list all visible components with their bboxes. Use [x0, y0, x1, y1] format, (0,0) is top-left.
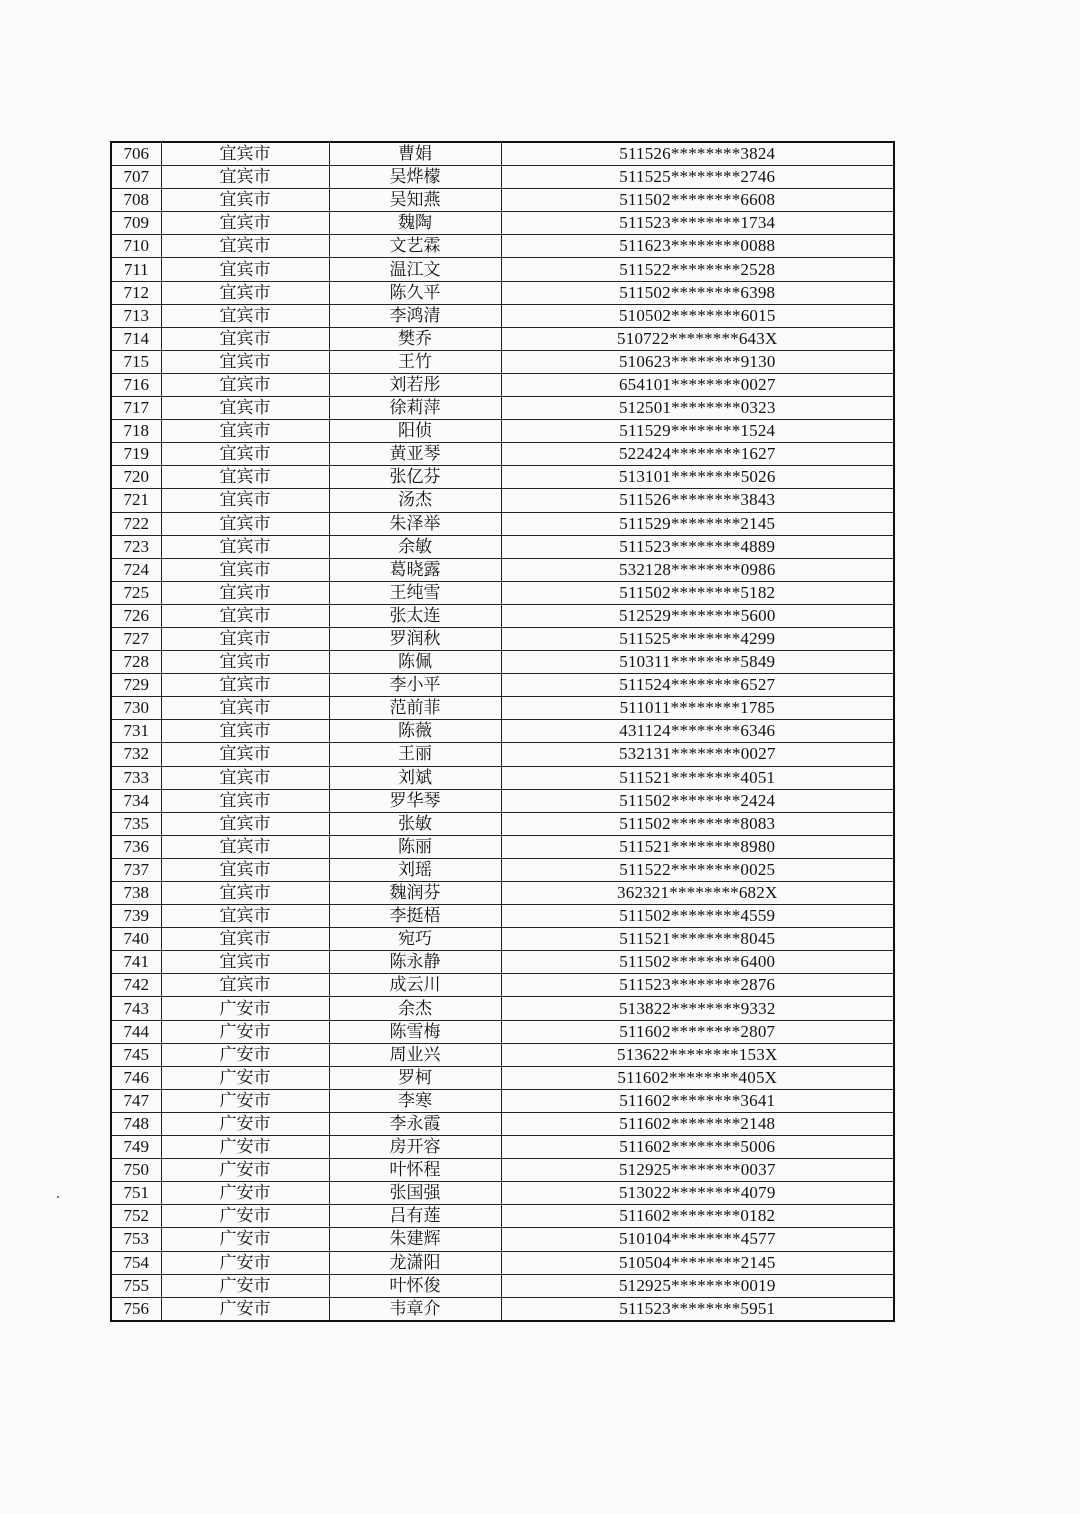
row-id-number: 362321********682X [501, 882, 894, 905]
table-row [111, 258, 894, 281]
row-name: 张国强 [329, 1182, 501, 1205]
table-row [111, 882, 894, 905]
row-id-number: 510104********4577 [501, 1228, 894, 1251]
roster-table-body [111, 142, 894, 1321]
table-row [111, 466, 894, 489]
row-id-number: 510504********2145 [501, 1251, 894, 1274]
row-city: 宜宾市 [161, 443, 329, 466]
row-number: 711 [111, 258, 161, 281]
row-id-number: 511602********3641 [501, 1089, 894, 1112]
row-number: 749 [111, 1136, 161, 1159]
row-city: 广安市 [161, 1136, 329, 1159]
row-number: 744 [111, 1020, 161, 1043]
table-row [111, 720, 894, 743]
row-name: 刘瑶 [329, 858, 501, 881]
row-name: 魏润芬 [329, 882, 501, 905]
row-name: 张敏 [329, 812, 501, 835]
table-row [111, 1112, 894, 1135]
row-number: 740 [111, 928, 161, 951]
row-id-number: 512501********0323 [501, 397, 894, 420]
row-city: 宜宾市 [161, 882, 329, 905]
row-name: 曹娟 [329, 142, 501, 166]
row-id-number: 511525********4299 [501, 627, 894, 650]
row-number: 734 [111, 789, 161, 812]
row-id-number: 511602********2148 [501, 1112, 894, 1135]
row-city: 宜宾市 [161, 142, 329, 166]
table-row [111, 512, 894, 535]
row-city: 广安市 [161, 1020, 329, 1043]
row-city: 宜宾市 [161, 789, 329, 812]
row-number: 713 [111, 304, 161, 327]
row-id-number: 511529********2145 [501, 512, 894, 535]
row-number: 729 [111, 674, 161, 697]
row-name: 陈雪梅 [329, 1020, 501, 1043]
roster-table [110, 141, 895, 1322]
row-id-number: 511526********3843 [501, 489, 894, 512]
row-id-number: 532128********0986 [501, 558, 894, 581]
row-number: 708 [111, 189, 161, 212]
row-city: 宜宾市 [161, 489, 329, 512]
row-number: 752 [111, 1205, 161, 1228]
row-city: 广安市 [161, 1274, 329, 1297]
row-id-number: 511526********3824 [501, 142, 894, 166]
row-number: 730 [111, 697, 161, 720]
row-id-number: 511521********4051 [501, 766, 894, 789]
row-number: 743 [111, 997, 161, 1020]
row-city: 宜宾市 [161, 373, 329, 396]
row-id-number: 513022********4079 [501, 1182, 894, 1205]
table-row [111, 212, 894, 235]
row-name: 王丽 [329, 743, 501, 766]
row-name: 葛晓露 [329, 558, 501, 581]
table-row [111, 766, 894, 789]
table-row [111, 812, 894, 835]
row-city: 宜宾市 [161, 466, 329, 489]
row-name: 魏陶 [329, 212, 501, 235]
table-row [111, 1251, 894, 1274]
row-id-number: 511502********6400 [501, 951, 894, 974]
row-number: 739 [111, 905, 161, 928]
row-city: 宜宾市 [161, 350, 329, 373]
row-number: 709 [111, 212, 161, 235]
row-id-number: 513622********153X [501, 1043, 894, 1066]
table-row [111, 1297, 894, 1321]
row-number: 755 [111, 1274, 161, 1297]
row-city: 宜宾市 [161, 674, 329, 697]
row-name: 余敏 [329, 535, 501, 558]
row-city: 宜宾市 [161, 327, 329, 350]
row-number: 720 [111, 466, 161, 489]
table-row [111, 1274, 894, 1297]
table-row [111, 166, 894, 189]
row-number: 756 [111, 1297, 161, 1321]
row-city: 广安市 [161, 1159, 329, 1182]
row-name: 徐莉萍 [329, 397, 501, 420]
row-id-number: 511502********2424 [501, 789, 894, 812]
row-city: 宜宾市 [161, 304, 329, 327]
row-id-number: 511521********8045 [501, 928, 894, 951]
row-id-number: 511602********405X [501, 1066, 894, 1089]
row-name: 王纯雪 [329, 581, 501, 604]
row-number: 719 [111, 443, 161, 466]
row-id-number: 511521********8980 [501, 835, 894, 858]
row-number: 722 [111, 512, 161, 535]
table-row [111, 1066, 894, 1089]
row-name: 陈佩 [329, 651, 501, 674]
row-name: 刘斌 [329, 766, 501, 789]
table-row [111, 1182, 894, 1205]
row-id-number: 511602********0182 [501, 1205, 894, 1228]
table-row [111, 443, 894, 466]
row-name: 李寒 [329, 1089, 501, 1112]
table-row [111, 835, 894, 858]
row-name: 韦章介 [329, 1297, 501, 1321]
row-city: 宜宾市 [161, 928, 329, 951]
table-row [111, 1020, 894, 1043]
row-number: 718 [111, 420, 161, 443]
row-city: 宜宾市 [161, 905, 329, 928]
table-row [111, 420, 894, 443]
table-row [111, 651, 894, 674]
row-name: 陈丽 [329, 835, 501, 858]
row-city: 宜宾市 [161, 604, 329, 627]
row-id-number: 511523********4889 [501, 535, 894, 558]
row-number: 732 [111, 743, 161, 766]
row-name: 宛巧 [329, 928, 501, 951]
table-row [111, 1043, 894, 1066]
table-row [111, 1136, 894, 1159]
row-name: 汤杰 [329, 489, 501, 512]
row-id-number: 513101********5026 [501, 466, 894, 489]
row-id-number: 513822********9332 [501, 997, 894, 1020]
row-number: 715 [111, 350, 161, 373]
row-name: 余杰 [329, 997, 501, 1020]
row-number: 746 [111, 1066, 161, 1089]
row-city: 宜宾市 [161, 697, 329, 720]
row-city: 广安市 [161, 1043, 329, 1066]
table-row [111, 281, 894, 304]
row-name: 李挺梧 [329, 905, 501, 928]
row-id-number: 511522********0025 [501, 858, 894, 881]
row-number: 710 [111, 235, 161, 258]
row-name: 陈薇 [329, 720, 501, 743]
row-name: 张太连 [329, 604, 501, 627]
row-id-number: 511502********6398 [501, 281, 894, 304]
row-name: 吴知燕 [329, 189, 501, 212]
row-city: 宜宾市 [161, 420, 329, 443]
row-city: 宜宾市 [161, 397, 329, 420]
row-name: 朱建辉 [329, 1228, 501, 1251]
row-name: 陈久平 [329, 281, 501, 304]
row-id-number: 511524********6527 [501, 674, 894, 697]
row-city: 广安市 [161, 1066, 329, 1089]
row-name: 阳侦 [329, 420, 501, 443]
row-id-number: 532131********0027 [501, 743, 894, 766]
row-number: 747 [111, 1089, 161, 1112]
row-id-number: 511623********0088 [501, 235, 894, 258]
row-id-number: 510623********9130 [501, 350, 894, 373]
table-row [111, 558, 894, 581]
table-row [111, 674, 894, 697]
row-id-number: 511522********2528 [501, 258, 894, 281]
row-city: 广安市 [161, 1251, 329, 1274]
row-number: 717 [111, 397, 161, 420]
row-city: 广安市 [161, 1112, 329, 1135]
row-id-number: 510502********6015 [501, 304, 894, 327]
table-row [111, 743, 894, 766]
row-id-number: 511502********4559 [501, 905, 894, 928]
row-name: 李小平 [329, 674, 501, 697]
row-id-number: 512529********5600 [501, 604, 894, 627]
table-row [111, 189, 894, 212]
row-city: 宜宾市 [161, 212, 329, 235]
table-row [111, 235, 894, 258]
row-city: 宜宾市 [161, 581, 329, 604]
row-name: 房开容 [329, 1136, 501, 1159]
row-number: 735 [111, 812, 161, 835]
row-number: 721 [111, 489, 161, 512]
table-row [111, 951, 894, 974]
row-name: 罗柯 [329, 1066, 501, 1089]
row-city: 宜宾市 [161, 166, 329, 189]
row-name: 龙潇阳 [329, 1251, 501, 1274]
row-city: 宜宾市 [161, 535, 329, 558]
row-name: 文艺霖 [329, 235, 501, 258]
row-id-number: 510722********643X [501, 327, 894, 350]
row-name: 吴烨檬 [329, 166, 501, 189]
row-name: 陈永静 [329, 951, 501, 974]
row-number: 712 [111, 281, 161, 304]
row-number: 716 [111, 373, 161, 396]
row-id-number: 511502********8083 [501, 812, 894, 835]
row-city: 宜宾市 [161, 651, 329, 674]
row-city: 宜宾市 [161, 812, 329, 835]
table-row [111, 604, 894, 627]
table-row [111, 397, 894, 420]
row-name: 叶怀程 [329, 1159, 501, 1182]
table-row [111, 627, 894, 650]
table-row [111, 997, 894, 1020]
table-row [111, 373, 894, 396]
row-city: 宜宾市 [161, 235, 329, 258]
row-id-number: 511525********2746 [501, 166, 894, 189]
row-city: 宜宾市 [161, 974, 329, 997]
row-number: 736 [111, 835, 161, 858]
row-id-number: 511523********1734 [501, 212, 894, 235]
table-row [111, 974, 894, 997]
row-id-number: 511502********5182 [501, 581, 894, 604]
row-name: 黄亚琴 [329, 443, 501, 466]
row-number: 753 [111, 1228, 161, 1251]
row-city: 宜宾市 [161, 258, 329, 281]
row-number: 728 [111, 651, 161, 674]
row-city: 广安市 [161, 1089, 329, 1112]
table-row [111, 350, 894, 373]
row-name: 李永霞 [329, 1112, 501, 1135]
row-name: 李鸿清 [329, 304, 501, 327]
table-row [111, 697, 894, 720]
row-city: 宜宾市 [161, 558, 329, 581]
row-number: 748 [111, 1112, 161, 1135]
row-number: 737 [111, 858, 161, 881]
row-number: 738 [111, 882, 161, 905]
row-name: 张亿芬 [329, 466, 501, 489]
row-city: 宜宾市 [161, 281, 329, 304]
row-number: 754 [111, 1251, 161, 1274]
row-id-number: 511602********2807 [501, 1020, 894, 1043]
row-city: 宜宾市 [161, 951, 329, 974]
row-city: 宜宾市 [161, 189, 329, 212]
row-city: 广安市 [161, 997, 329, 1020]
row-city: 广安市 [161, 1182, 329, 1205]
row-name: 王竹 [329, 350, 501, 373]
row-number: 733 [111, 766, 161, 789]
scan-speck [57, 1196, 59, 1198]
row-number: 725 [111, 581, 161, 604]
row-name: 吕有莲 [329, 1205, 501, 1228]
table-row [111, 1089, 894, 1112]
row-id-number: 654101********0027 [501, 373, 894, 396]
row-number: 751 [111, 1182, 161, 1205]
table-row [111, 142, 894, 166]
row-city: 广安市 [161, 1297, 329, 1321]
row-city: 广安市 [161, 1205, 329, 1228]
row-number: 726 [111, 604, 161, 627]
table-row [111, 535, 894, 558]
row-city: 宜宾市 [161, 627, 329, 650]
row-city: 宜宾市 [161, 835, 329, 858]
row-id-number: 511523********2876 [501, 974, 894, 997]
row-name: 范前菲 [329, 697, 501, 720]
row-city: 宜宾市 [161, 858, 329, 881]
row-id-number: 512925********0019 [501, 1274, 894, 1297]
row-name: 周业兴 [329, 1043, 501, 1066]
row-number: 706 [111, 142, 161, 166]
row-name: 罗润秋 [329, 627, 501, 650]
table-row [111, 905, 894, 928]
table-row [111, 489, 894, 512]
row-number: 723 [111, 535, 161, 558]
row-number: 724 [111, 558, 161, 581]
row-city: 宜宾市 [161, 512, 329, 535]
row-name: 刘若彤 [329, 373, 501, 396]
row-name: 樊乔 [329, 327, 501, 350]
row-city: 宜宾市 [161, 766, 329, 789]
row-city: 宜宾市 [161, 720, 329, 743]
table-row [111, 1205, 894, 1228]
row-name: 朱泽举 [329, 512, 501, 535]
row-id-number: 510311********5849 [501, 651, 894, 674]
row-id-number: 511529********1524 [501, 420, 894, 443]
table-row [111, 858, 894, 881]
row-id-number: 431124********6346 [501, 720, 894, 743]
row-number: 707 [111, 166, 161, 189]
table-row [111, 327, 894, 350]
row-number: 741 [111, 951, 161, 974]
table-row [111, 789, 894, 812]
table-row [111, 304, 894, 327]
row-city: 广安市 [161, 1228, 329, 1251]
row-name: 温江文 [329, 258, 501, 281]
row-id-number: 511602********5006 [501, 1136, 894, 1159]
row-id-number: 511502********6608 [501, 189, 894, 212]
table-row [111, 1159, 894, 1182]
row-city: 宜宾市 [161, 743, 329, 766]
row-id-number: 512925********0037 [501, 1159, 894, 1182]
row-number: 750 [111, 1159, 161, 1182]
row-id-number: 522424********1627 [501, 443, 894, 466]
row-number: 731 [111, 720, 161, 743]
row-id-number: 511523********5951 [501, 1297, 894, 1321]
row-number: 742 [111, 974, 161, 997]
row-number: 714 [111, 327, 161, 350]
table-row [111, 1228, 894, 1251]
row-id-number: 511011********1785 [501, 697, 894, 720]
table-row [111, 928, 894, 951]
row-name: 叶怀俊 [329, 1274, 501, 1297]
row-number: 745 [111, 1043, 161, 1066]
table-row [111, 581, 894, 604]
row-name: 成云川 [329, 974, 501, 997]
row-number: 727 [111, 627, 161, 650]
row-name: 罗华琴 [329, 789, 501, 812]
